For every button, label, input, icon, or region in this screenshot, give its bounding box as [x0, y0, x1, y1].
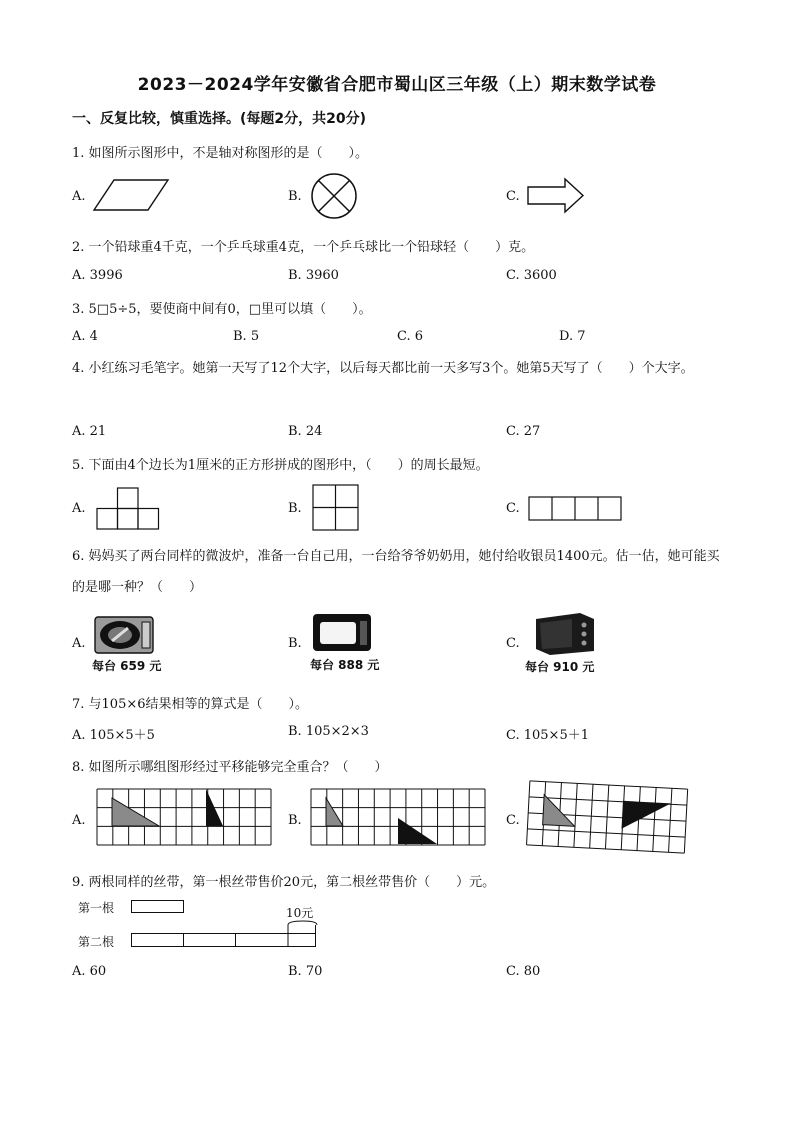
ribbon-row-2-label: 第二根 [78, 935, 115, 949]
q5-option-c[interactable]: C. [506, 501, 520, 516]
question-7: 7. 与105×6结果相等的算式是（ ）。 [72, 697, 309, 712]
arrow-figure [527, 178, 585, 214]
question-9: 9. 两根同样的丝带，第一根丝带售价20元，第二根丝带售价（ ）元。 [72, 875, 496, 890]
q8-option-b[interactable]: B. [288, 813, 302, 828]
q6-option-b[interactable]: B. [288, 636, 302, 651]
microwave-b-icon [312, 612, 374, 654]
page-title: 2023－2024学年安徽省合肥市蜀山区三年级（上）期末数学试卷 [137, 75, 657, 95]
question-3: 3. 5□5÷5，要使商中间有0，□里可以填（ ）。 [72, 302, 372, 317]
question-8: 8. 如图所示哪组图形经过平移能够完全重合？（ ） [72, 760, 388, 775]
q8-option-c[interactable]: C. [506, 813, 520, 828]
q1-option-c[interactable]: C. [506, 189, 520, 204]
q5-option-b[interactable]: B. [288, 501, 302, 516]
q3-option-a[interactable]: A. 4 [72, 329, 98, 344]
q5-option-a[interactable]: A. [72, 501, 86, 516]
question-1: 1. 如图所示图形中，不是轴对称图形的是（ ）。 [72, 146, 369, 161]
q4-option-b[interactable]: B. 24 [288, 424, 323, 439]
q8-option-a[interactable]: A. [72, 813, 86, 828]
ribbon-1-bar [131, 900, 185, 914]
q7-option-a[interactable]: A. 105×5＋5 [72, 728, 155, 743]
translation-grid-c [527, 784, 689, 856]
ribbon-2-bar [131, 917, 319, 949]
microwave-a-icon [94, 614, 156, 656]
q1-option-b[interactable]: B. [288, 189, 302, 204]
square-tetromino-figure [312, 484, 360, 532]
q9-option-a[interactable]: A. 60 [72, 964, 107, 979]
microwave-c-icon [532, 609, 598, 657]
ribbon-row-1-label: 第一根 [78, 901, 115, 915]
q6-option-a[interactable]: A. [72, 636, 86, 651]
line-tetromino-figure [528, 496, 624, 522]
q7-option-c[interactable]: C. 105×5＋1 [506, 728, 589, 743]
q4-option-c[interactable]: C. 27 [506, 424, 541, 439]
q6-option-c[interactable]: C. [506, 636, 520, 651]
q6-price-c: 每台 910 元 [525, 660, 595, 674]
question-6: 6. 妈妈买了两台同样的微波炉，准备一台自己用，一台给爷爷奶奶用，她付给收银员1400元。估一估，她可能买的是哪一种？（ ） [72, 549, 720, 595]
section-heading: 一、反复比较，慎重选择。(每题2分，共20分) [72, 111, 367, 127]
circle-cross-figure [310, 172, 358, 220]
q7-option-b[interactable]: B. 105×2×3 [288, 724, 369, 739]
q9-option-c[interactable]: C. 80 [506, 964, 541, 979]
q3-option-c[interactable]: C. 6 [397, 329, 424, 344]
q6-price-b: 每台 888 元 [310, 658, 380, 672]
translation-grid-a [96, 788, 272, 846]
q2-option-b[interactable]: B. 3960 [288, 268, 339, 283]
q3-option-b[interactable]: B. 5 [233, 329, 260, 344]
ribbon-note-label: 10元 [286, 906, 314, 920]
parallelogram-figure [92, 178, 172, 214]
translation-grid-b [310, 788, 486, 846]
q2-option-c[interactable]: C. 3600 [506, 268, 557, 283]
q3-option-d[interactable]: D. 7 [559, 329, 586, 344]
t-tetromino-figure [96, 487, 162, 531]
q2-option-a[interactable]: A. 3996 [72, 268, 123, 283]
question-2: 2. 一个铅球重4千克，一个乒乓球重4克，一个乒乓球比一个铅球轻（ ）克。 [72, 240, 535, 255]
question-5: 5. 下面由4个边长为1厘米的正方形拼成的图形中，（ ）的周长最短。 [72, 458, 489, 473]
q1-option-a[interactable]: A. [72, 189, 86, 204]
q4-option-a[interactable]: A. 21 [72, 424, 107, 439]
q9-option-b[interactable]: B. 70 [288, 964, 323, 979]
question-4: 4. 小红练习毛笔字。她第一天写了12个大字，以后每天都比前一天多写3个。她第5天写了（ ）个大字。 [72, 361, 694, 376]
q6-price-a: 每台 659 元 [92, 659, 162, 673]
